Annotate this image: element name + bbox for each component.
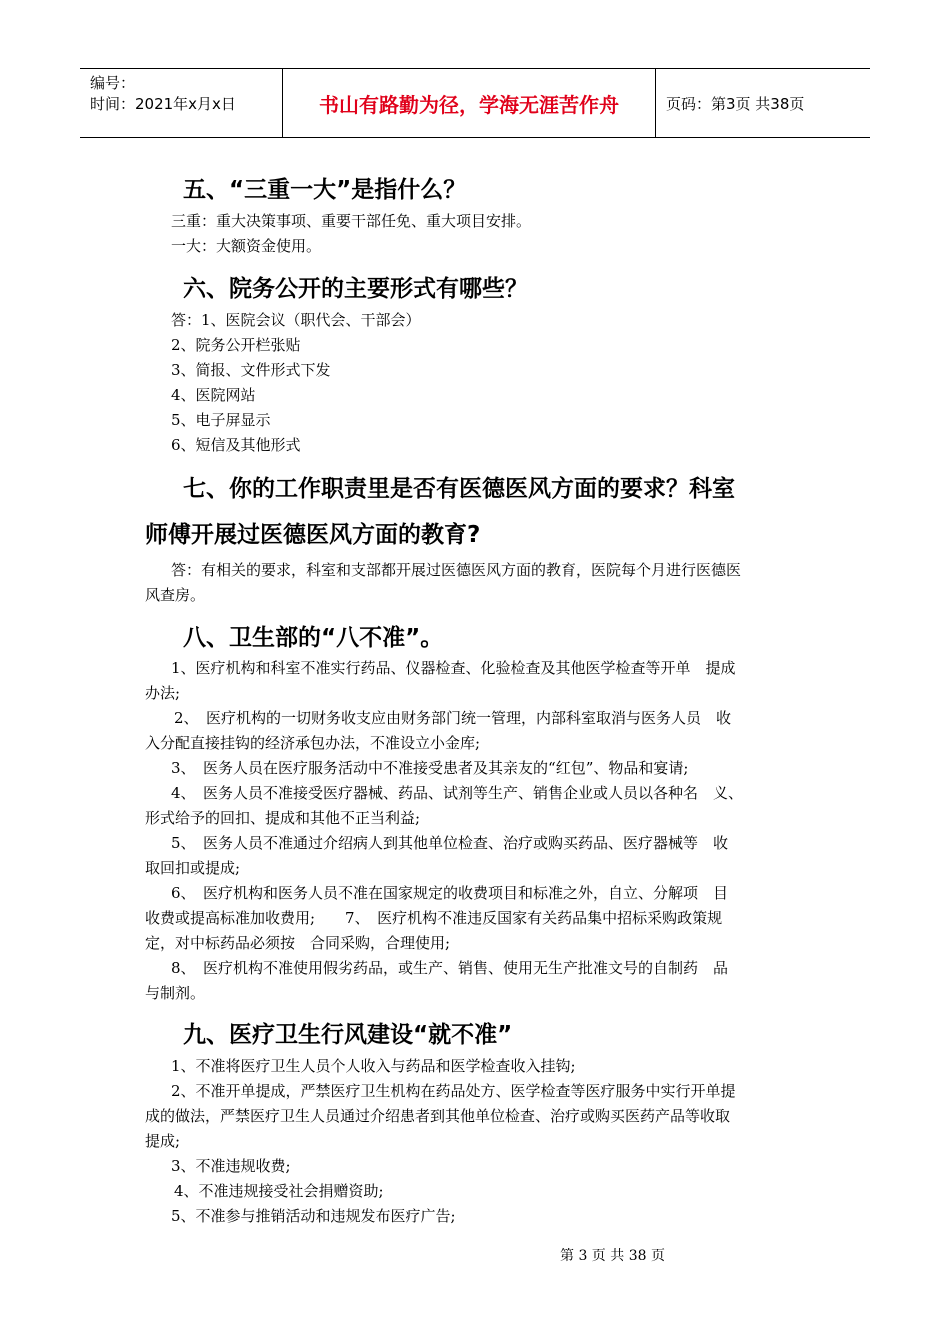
section-8-line: 8、 医疗机构不准使用假劣药品，或生产、销售、使用无生产批准文号的自制药 品 <box>171 959 729 977</box>
page-label: 页码：第3页 共38页 <box>666 95 805 113</box>
section-7-title: 七、你的工作职责里是否有医德医风方面的要求？科室 <box>183 476 735 502</box>
section-7-title: 师傅开展过医德医风方面的教育? <box>145 522 481 548</box>
section-6-line: 2、院务公开栏张贴 <box>171 336 301 354</box>
number-label: 编号： <box>90 74 136 92</box>
section-6-line: 3、简报、文件形式下发 <box>171 361 331 379</box>
section-8-line: 办法; <box>145 684 181 702</box>
section-5-line: 一大：大额资金使用。 <box>171 237 322 255</box>
time-label: 时间：2021年x月x日 <box>90 95 236 113</box>
section-9-line: 1、不准将医疗卫生人员个人收入与药品和医学检查收入挂钩; <box>171 1057 576 1075</box>
section-5-line: 三重：重大决策事项、重要干部任免、重大项目安排。 <box>171 212 532 230</box>
section-9-line: 成的做法，严禁医疗卫生人员通过介绍患者到其他单位检查、治疗或购买医药产品等收取 <box>145 1107 731 1125</box>
section-6-line: 4、医院网站 <box>171 386 256 404</box>
section-8-line: 形式给予的回扣、提成和其他不正当利益; <box>145 809 421 827</box>
section-7-answer: 答：有相关的要求，科室和支部都开展过医德医风方面的教育，医院每个月进行医德医 <box>171 561 742 579</box>
section-9-line: 5、不准参与推销活动和违规发布医疗广告; <box>171 1207 456 1225</box>
page-footer: 第 3 页 共 38 页 <box>560 1248 665 1264</box>
header-divider <box>655 69 656 137</box>
section-8-line: 定，对中标药品必须按 合同采购，合理使用; <box>145 934 451 952</box>
section-8-line: 5、 医务人员不准通过介绍病人到其他单位检查、治疗或购买药品、医疗器械等 收 <box>171 834 729 852</box>
section-8-line: 3、 医务人员在医疗服务活动中不准接受患者及其亲友的“红包”、物品和宴请; <box>171 759 689 777</box>
section-8-line: 2、 医疗机构的一切财务收支应由财务部门统一管理，内部科室取消与医务人员 收 <box>174 709 732 727</box>
section-9-line: 3、不准违规收费; <box>171 1157 291 1175</box>
section-6-line: 6、短信及其他形式 <box>171 436 301 454</box>
section-8-line: 入分配直接挂钩的经济承包办法，不准设立小金库; <box>145 734 481 752</box>
section-6-line: 5、电子屏显示 <box>171 411 271 429</box>
section-8-line: 6、 医疗机构和医务人员不准在国家规定的收费项目和标准之外，自立、分解项 目 <box>171 884 729 902</box>
section-9-line: 提成; <box>145 1132 181 1150</box>
section-9-line: 2、不准开单提成，严禁医疗卫生机构在药品处方、医学检查等医疗服务中实行开单提 <box>171 1082 736 1100</box>
section-8-line: 取回扣或提成; <box>145 859 241 877</box>
section-5-title: 五、“三重一大”是指什么？ <box>183 177 467 203</box>
section-6-title: 六、院务公开的主要形式有哪些？ <box>183 276 528 302</box>
section-9-title: 九、医疗卫生行风建设“就不准” <box>183 1022 513 1048</box>
header-meta <box>90 73 236 115</box>
section-6-line: 答：1、医院会议（职代会、干部会） <box>171 311 421 329</box>
section-8-title: 八、卫生部的“八不准”。 <box>183 625 444 651</box>
section-7-answer: 风查房。 <box>145 586 206 604</box>
header-motto: 书山有路勤为径，学海无涯苦作舟 <box>319 93 619 117</box>
section-9-line: 4、不准违规接受社会捐赠资助; <box>174 1182 384 1200</box>
section-8-line: 收费或提高标准加收费用; 7、 医疗机构不准违反国家有关药品集中招标采购政策规 <box>145 909 723 927</box>
section-8-line: 与制剂。 <box>145 984 206 1002</box>
header-table <box>80 68 870 138</box>
section-8-line: 1、医疗机构和科室不准实行药品、仪器检查、化验检查及其他医学检查等开单 提成 <box>171 659 736 677</box>
section-8-line: 4、 医务人员不准接受医疗器械、药品、试剂等生产、销售企业或人员以各种名 义、 <box>171 784 744 802</box>
